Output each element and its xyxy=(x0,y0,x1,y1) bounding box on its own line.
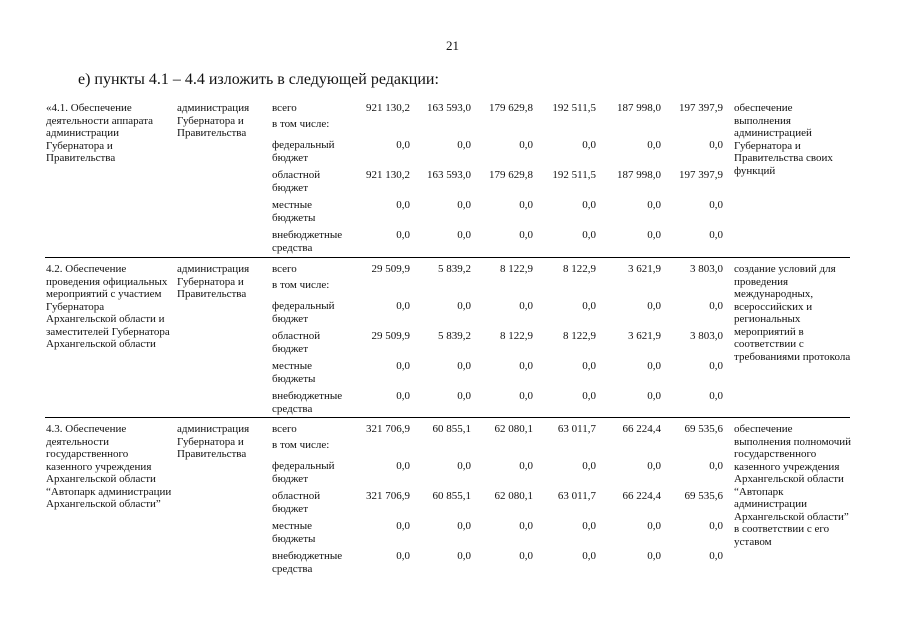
funding-value: 0,0 xyxy=(647,360,661,372)
funding-value: 66 224,4 xyxy=(622,423,661,435)
funding-value: 0,0 xyxy=(709,360,723,372)
funding-value: 69 535,6 xyxy=(684,490,723,502)
funding-value: 187 998,0 xyxy=(617,169,661,181)
funding-value: 0,0 xyxy=(519,460,533,472)
funding-source-label: в том числе: xyxy=(272,118,330,130)
funding-value: 0,0 xyxy=(519,550,533,562)
funding-source-label: федеральный бюджет xyxy=(272,139,335,164)
funding-value: 0,0 xyxy=(519,139,533,151)
funding-source-label: всего xyxy=(272,102,297,114)
funding-value: 60 855,1 xyxy=(432,423,471,435)
funding-value: 29 509,9 xyxy=(371,263,410,275)
funding-value: 0,0 xyxy=(647,550,661,562)
funding-value: 0,0 xyxy=(457,390,471,402)
funding-source-label: областной бюджет xyxy=(272,169,321,194)
funding-source-label: внебюджетные средства xyxy=(272,550,343,575)
funding-value: 0,0 xyxy=(582,199,596,211)
funding-value: 0,0 xyxy=(396,550,410,562)
funding-value: 192 511,5 xyxy=(552,169,596,181)
funding-value: 187 998,0 xyxy=(617,102,661,114)
funding-value: 0,0 xyxy=(709,229,723,241)
executor: администрация Губернатора и Правительства xyxy=(177,102,250,139)
funding-source-label: внебюджетные средства xyxy=(272,390,343,415)
funding-source-label: всего xyxy=(272,423,297,435)
funding-value: 0,0 xyxy=(457,460,471,472)
funding-value: 321 706,9 xyxy=(366,490,410,502)
funding-value: 0,0 xyxy=(396,199,410,211)
funding-value: 0,0 xyxy=(519,300,533,312)
funding-value: 321 706,9 xyxy=(366,423,410,435)
funding-value: 0,0 xyxy=(396,139,410,151)
funding-source-label: областной бюджет xyxy=(272,490,321,515)
funding-value: 62 080,1 xyxy=(494,423,533,435)
funding-source-label: областной бюджет xyxy=(272,330,321,355)
funding-value: 0,0 xyxy=(647,460,661,472)
funding-value: 29 509,9 xyxy=(371,330,410,342)
funding-source-label: федеральный бюджет xyxy=(272,300,335,325)
executor: администрация Губернатора и Правительства xyxy=(177,263,250,300)
funding-source-label: всего xyxy=(272,263,297,275)
funding-value: 0,0 xyxy=(709,139,723,151)
activity-name: 4.2. Обеспечение проведения официальных мероприятий с участием Губернатора Архангельской области и заместителей Губернатора Архангельской области xyxy=(46,263,170,350)
funding-value: 0,0 xyxy=(647,229,661,241)
funding-value: 0,0 xyxy=(519,229,533,241)
funding-value: 0,0 xyxy=(519,390,533,402)
funding-value: 62 080,1 xyxy=(494,490,533,502)
funding-value: 0,0 xyxy=(519,360,533,372)
funding-value: 8 122,9 xyxy=(500,263,533,275)
funding-value: 5 839,2 xyxy=(438,263,471,275)
funding-value: 0,0 xyxy=(582,550,596,562)
funding-value: 8 122,9 xyxy=(563,263,596,275)
funding-value: 8 122,9 xyxy=(500,330,533,342)
activity-name: «4.1. Обеспечение деятельности аппарата администрации Губернатора и Правительства xyxy=(46,102,154,164)
funding-value: 0,0 xyxy=(647,390,661,402)
expected-result: обеспечение выполнения администрацией Губернатора и Правительства своих функций xyxy=(734,102,833,177)
funding-value: 921 130,2 xyxy=(366,102,410,114)
funding-value: 66 224,4 xyxy=(622,490,661,502)
funding-value: 0,0 xyxy=(396,520,410,532)
funding-value: 0,0 xyxy=(519,520,533,532)
funding-source-label: в том числе: xyxy=(272,279,330,291)
funding-value: 8 122,9 xyxy=(563,330,596,342)
funding-value: 0,0 xyxy=(582,360,596,372)
funding-value: 0,0 xyxy=(457,139,471,151)
funding-value: 0,0 xyxy=(396,229,410,241)
funding-value: 0,0 xyxy=(647,520,661,532)
funding-value: 0,0 xyxy=(457,300,471,312)
expected-result: обеспечение выполнения полномочий государственного казенного учреждения Архангельской области “Автопарк администрации Архангельской области” в соответствии с его уставом xyxy=(734,423,852,548)
funding-value: 0,0 xyxy=(457,520,471,532)
funding-value: 0,0 xyxy=(396,390,410,402)
funding-value: 63 011,7 xyxy=(557,490,596,502)
funding-value: 3 621,9 xyxy=(628,330,661,342)
funding-value: 197 397,9 xyxy=(679,102,723,114)
funding-value: 60 855,1 xyxy=(432,490,471,502)
funding-value: 163 593,0 xyxy=(427,169,471,181)
amendment-heading: е) пункты 4.1 – 4.4 изложить в следующей редакции: xyxy=(78,71,439,88)
funding-value: 0,0 xyxy=(709,199,723,211)
funding-value: 0,0 xyxy=(647,199,661,211)
funding-value: 0,0 xyxy=(519,199,533,211)
activity-name: 4.3. Обеспечение деятельности государственного казенного учреждения Архангельской области “Автопарк администрации Архангельской области” xyxy=(46,423,172,510)
funding-source-label: местные бюджеты xyxy=(272,360,316,385)
funding-value: 0,0 xyxy=(709,300,723,312)
funding-source-label: внебюджетные средства xyxy=(272,229,343,254)
funding-value: 0,0 xyxy=(582,300,596,312)
funding-value: 3 621,9 xyxy=(628,263,661,275)
funding-value: 63 011,7 xyxy=(557,423,596,435)
funding-value: 0,0 xyxy=(709,520,723,532)
funding-source-label: местные бюджеты xyxy=(272,199,316,224)
funding-value: 0,0 xyxy=(582,139,596,151)
funding-value: 0,0 xyxy=(582,229,596,241)
funding-value: 5 839,2 xyxy=(438,330,471,342)
funding-value: 179 629,8 xyxy=(489,102,533,114)
funding-value: 921 130,2 xyxy=(366,169,410,181)
funding-source-label: федеральный бюджет xyxy=(272,460,335,485)
funding-value: 0,0 xyxy=(396,460,410,472)
funding-value: 3 803,0 xyxy=(690,330,723,342)
funding-source-label: местные бюджеты xyxy=(272,520,316,545)
funding-value: 0,0 xyxy=(457,199,471,211)
funding-value: 69 535,6 xyxy=(684,423,723,435)
funding-value: 179 629,8 xyxy=(489,169,533,181)
funding-value: 0,0 xyxy=(709,550,723,562)
funding-source-label: в том числе: xyxy=(272,439,330,451)
page-number: 21 xyxy=(446,38,459,53)
funding-value: 163 593,0 xyxy=(427,102,471,114)
funding-value: 0,0 xyxy=(457,550,471,562)
expected-result: создание условий для проведения международных, всероссийских и региональных мероприятий в соответствии с требованиями протокола xyxy=(734,263,851,363)
funding-value: 0,0 xyxy=(582,390,596,402)
funding-value: 0,0 xyxy=(582,460,596,472)
funding-value: 197 397,9 xyxy=(679,169,723,181)
funding-value: 0,0 xyxy=(582,520,596,532)
funding-value: 0,0 xyxy=(396,300,410,312)
funding-value: 192 511,5 xyxy=(552,102,596,114)
funding-value: 0,0 xyxy=(647,139,661,151)
funding-value: 0,0 xyxy=(709,390,723,402)
funding-value: 0,0 xyxy=(457,229,471,241)
funding-value: 0,0 xyxy=(709,460,723,472)
funding-value: 0,0 xyxy=(647,300,661,312)
executor: администрация Губернатора и Правительства xyxy=(177,423,250,460)
funding-value: 3 803,0 xyxy=(690,263,723,275)
funding-value: 0,0 xyxy=(396,360,410,372)
funding-value: 0,0 xyxy=(457,360,471,372)
